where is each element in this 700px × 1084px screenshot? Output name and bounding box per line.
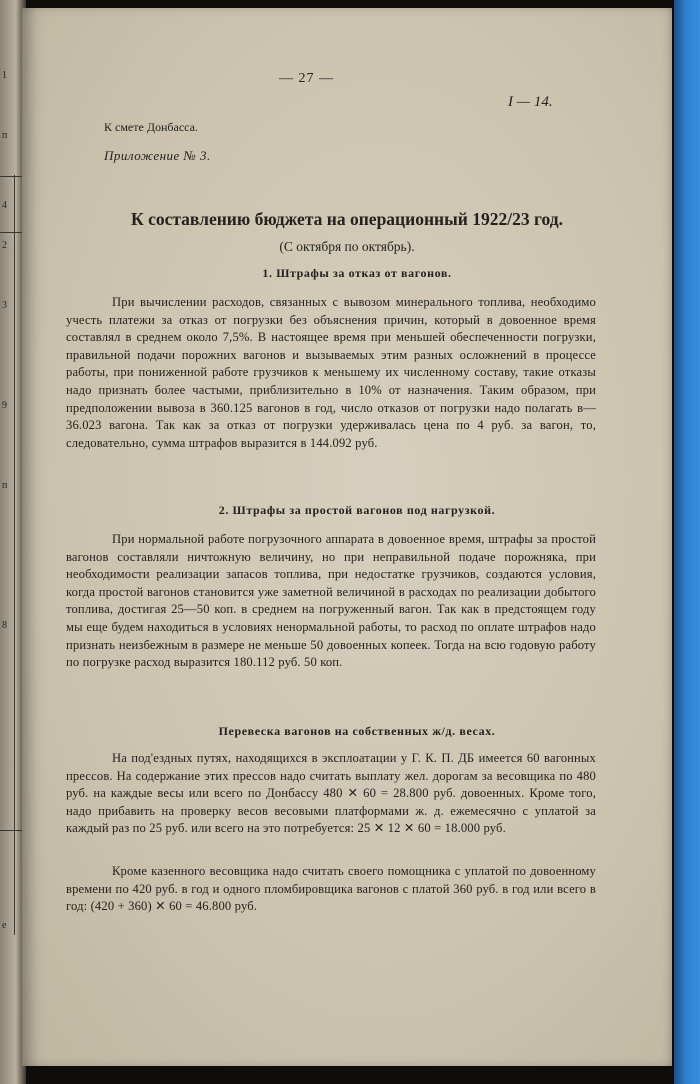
page-subtitle: (С октября по октябрь). [279,239,415,254]
left-page-fragment: 2 [2,240,7,251]
appendix-label: Приложение № 3. [104,148,211,163]
section-text-weighing-cont: Кроме казенного весовщика надо считать своего помощника с уплатой по довоенному времени по 420 руб. в год и одного пломбировщика вагонов с платой 360 руб. в год или всего в год: (420 + 360) ✕ 60 = 46.800 руб. [66,864,596,914]
left-page-fragment: п [2,130,8,141]
left-page-fragment: е [2,920,7,931]
section-text-weighing: На под'ездных путях, находящихся в эксплоатации у Г. К. П. ДБ имеется 60 вагонных прессов. На содержание этих прессов надо считать выплату жел. дорогам за весовщика по 480 руб. на каждые весы или всего по Донбассу 480 ✕ 60 = 28.800 руб. довоенных. Кроме того, надо прибавить на проверку весов весовыми платформами ж. д. ежемесячно с уплатой за каждый раз по 25 руб. или всего на это потребуется: 25 ✕ 12 ✕ 60 = 18.000 руб. [66,751,596,836]
document-page [22,8,672,1066]
section-heading-fines-refusal: 1. Штрафы за отказ от вагонов. [262,266,452,280]
left-page-fragment: 1 [2,70,7,81]
left-page-table-rule [14,175,15,935]
left-page-fragment: 4 [2,200,7,211]
section-heading-weighing: Перевеска вагонов на собственных ж/д. весах. [218,724,496,738]
left-page-fragment: 9 [2,400,7,411]
estimate-reference: К смете Донбасса. [104,120,198,134]
page-number: — 27 — [279,71,334,86]
blue-background-edge [674,0,700,1084]
section-text-fines-idle: При нормальной работе погрузочного аппарата в довоенное время, штрафы за простой вагонов составляли ничтожную величину, но при неправильной подаче порожняка, при необходимости реализации запасов топлива, при недостатке грузчиков, создаются условия, когда простой вагонов становится уже заметной величиной в расходах по реализации добытого топлива, достигая 25—50 коп. в среднем на погруженный вагон. Так как в предстоящем году мы еще будем находиться в условиях ненормальной работы, то расход по оплате штрафов надо признать неизбежным в размере не меньше 50 довоенных копеек. Тогда на всю годовую работу по погрузке расход выразится 180.112 руб. 50 коп. [66,532,596,670]
document-reference: I — 14. [508,94,553,110]
section-text-fines-refusal: При вычислении расходов, связанных с вывозом минерального топлива, необходимо учесть платежи за отказ от погрузки без объяснения причин, который в довоенное время составлял в среднем около 7,5%. В настоящее время при меньшей обеспеченности погрузки, правильной подачи порожних вагонов и вызываемых этим разных осложнений в процессе работы, при пониженной работе грузчиков к меньшему их численному составу, такие отказы надо признать более частыми, приблизительно в 10% от назначения. Таким образом, при предположении вывоза в 360.125 вагонов в год, число отказов от погрузки надо полагать в—36.023 вагона. Так как за отказ от погрузки удерживалась цена по 4 руб. за вагон, то, следовательно, сумма штрафов выразится в 144.092 руб. [66,295,596,450]
left-page-fragment: 8 [2,620,7,631]
left-page-fragment: п [2,480,8,491]
section-heading-fines-idle: 2. Штрафы за простой вагонов под нагрузкой. [218,503,496,517]
left-page-fragment: 3 [2,300,7,311]
page-title: К составлению бюджета на операционный 1922/23 год. [131,209,563,229]
